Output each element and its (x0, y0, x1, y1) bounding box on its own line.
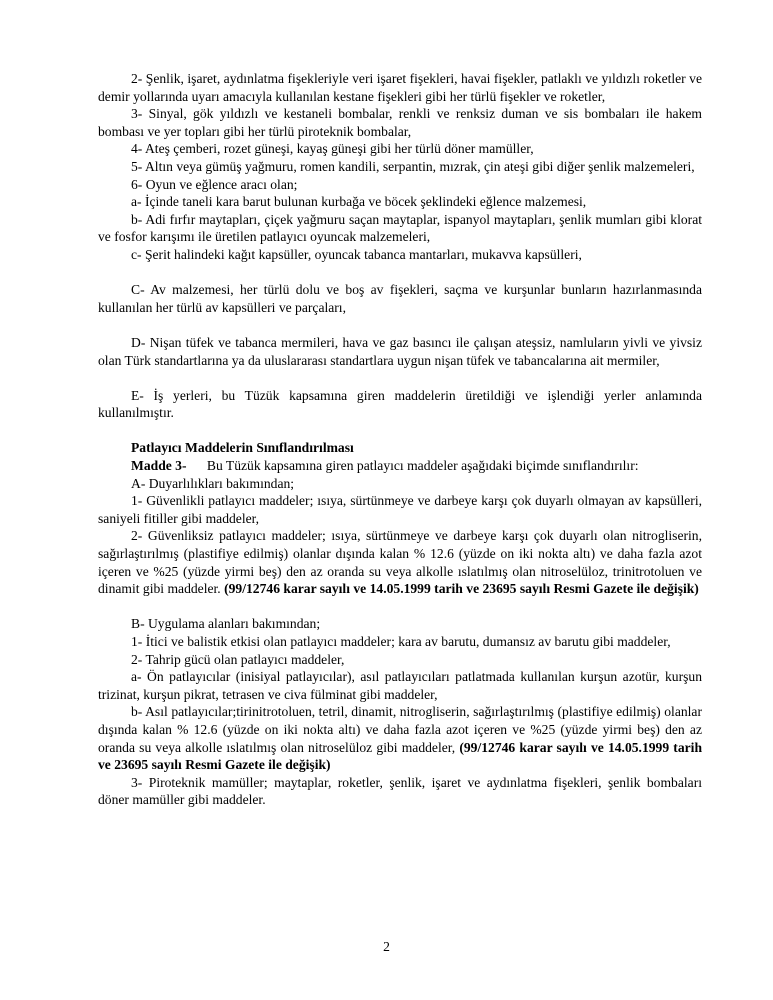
paragraph-item-b-application: B- Uygulama alanları bakımından; (131, 616, 321, 632)
article-text: Bu Tüzük kapsamına giren patlayıcı maddeler aşağıdaki biçimde sınıflandırılır: (206, 458, 639, 474)
paragraph-item-5: 5- Altın veya gümüş yağmuru, romen kandili, serpantin, mızrak, çin ateşi gibi diğer şenlik malzemeleri, (131, 158, 695, 174)
paragraph-item-6b: b- Adi fırfır maytapları, çiçek yağmuru saçan maytaplar, ispanyol maytapları, şenlik mumları gibi klorat ve fosfor karışımı ile üretilen patlayıcı oyuncak malzemeleri, (98, 211, 702, 245)
paragraph-item-b2: 2- Tahrip gücü olan patlayıcı maddeler, (131, 651, 345, 667)
paragraph-item-a2-text: 2- Güvenliksiz patlayıcı maddeler; ısıya, sürtünmeye ve darbeye karşı çok duyarlı olan nitrogliserin, sağırlaştırılmış (plastifiye edilmiş) olanlar dışında kalan % 12.6 (yüzde on iki nokta altı) ve daha fazla azot içeren ve %25 (yüzde yirmi beş) den az oranda su veya alkolle ıslatılmış olan nitroselüloz, trinitrotoluen ve dinamit gibi maddeler. (98, 528, 702, 597)
paragraph-item-4: 4- Ateş çemberi, rozet güneşi, kayaş güneşi gibi her türlü döner mamüller, (131, 141, 534, 157)
spacer (98, 598, 702, 616)
section-heading: Patlayıcı Maddelerin Sınıflandırılması (131, 440, 354, 456)
paragraph-item-3: 3- Sinyal, gök yıldızlı ve kestaneli bombalar, renkli ve renksiz duman ve sis bombaları ile hakem bombası ve yer topları gibi her türlü piroteknik bombalar, (98, 106, 702, 139)
paragraph-item-6c: c- Şerit halindeki kağıt kapsüller, oyuncak tabanca mantarları, mukavva kapsülleri, (131, 246, 582, 262)
paragraph-item-b2b-text: b- Asıl patlayıcılar;tirinitrotoluen, tetril, dinamit, nitrogliserin, sağırlaştırılmış (plastifiye edilmiş) olanlar dışında kalan % 12.6 (yüzde on iki nokta altı) ve daha fazla azot içeren ve %25 (yüzde yirmi beş) den az oranda su veya alkolle ıslatılmış olan nitroselüloz gibi maddeler, (98, 704, 702, 755)
page-number: 2 (383, 939, 390, 954)
paragraph-item-a2 (98, 527, 702, 597)
amendment-note: (99/12746 karar sayılı ve 14.05.1999 tarih ve 23695 sayılı Resmi Gazete ile değişik) (98, 739, 702, 773)
spacer (98, 369, 702, 387)
paragraph-item-d: D- Nişan tüfek ve tabanca mermileri, hava ve gaz basıncı ile çalışan ateşsiz, namluların yivli ve yivsiz olan Türk standartlarına ya da uluslararası standartlara uygun nişan tüfek ve tabancalarına ait mermiler, (98, 334, 702, 368)
amendment-note: (99/12746 karar sayılı ve 14.05.1999 tarih ve 23695 sayılı Resmi Gazete ile değişik) (224, 581, 699, 597)
document-body (98, 70, 702, 809)
paragraph-item-c: C- Av malzemesi, her türlü dolu ve boş av fişekleri, saçma ve kurşunlar bunların hazırlanmasında kullanılan her türlü av kapsülleri ve parçaları, (98, 282, 702, 315)
spacer (98, 264, 702, 282)
paragraph-item-a1: 1- Güvenlikli patlayıcı maddeler; ısıya, sürtünmeye ve darbeye karşı çok duyarlı olmayan av kapsülleri, saniyeli fitiller gibi maddeler, (98, 493, 702, 526)
article-label: Madde 3- (131, 458, 187, 474)
paragraph-item-6a: a- İçinde taneli kara barut bulunan kurbağa ve böcek şeklindeki eğlence malzemesi, (131, 194, 587, 210)
paragraph-item-b2b (98, 703, 702, 773)
spacer (98, 422, 702, 440)
paragraph-item-a-sensitivity: A- Duyarlılıkları bakımından; (131, 475, 295, 491)
paragraph-item-2: 2- Şenlik, işaret, aydınlatma fişekleriyle veri işaret fişekleri, havai fişekler, patlaklı ve yıldızlı roketler ve demir yollarında uyarı amacıyla kullanılan kestane fişekleri gibi her türlü fişekler ve roketler, (98, 71, 702, 104)
paragraph-item-6: 6- Oyun ve eğlence aracı olan; (131, 176, 298, 192)
article-line (98, 457, 702, 475)
paragraph-item-e: E- İş yerleri, bu Tüzük kapsamına giren maddelerin üretildiği ve işlendiği yerler anlamında kullanılmıştır. (98, 387, 702, 421)
spacer (98, 316, 702, 334)
paragraph-item-b3: 3- Piroteknik mamüller; maytaplar, roketler, şenlik, işaret ve aydınlatma fişekleri, şenlik bombaları döner mamüller gibi maddeler. (98, 774, 702, 808)
paragraph-item-b1: 1- İtici ve balistik etkisi olan patlayıcı maddeler; kara av barutu, dumansız av barutu gibi maddeler, (131, 634, 671, 649)
paragraph-item-b2a: a- Ön patlayıcılar (inisiyal patlayıcılar), asıl patlayıcıları patlatmada kullanılan kurşun azotür, kurşun trizinat, kurşun pikrat, tetrasen ve civa fülminat gibi maddeler, (98, 669, 702, 702)
